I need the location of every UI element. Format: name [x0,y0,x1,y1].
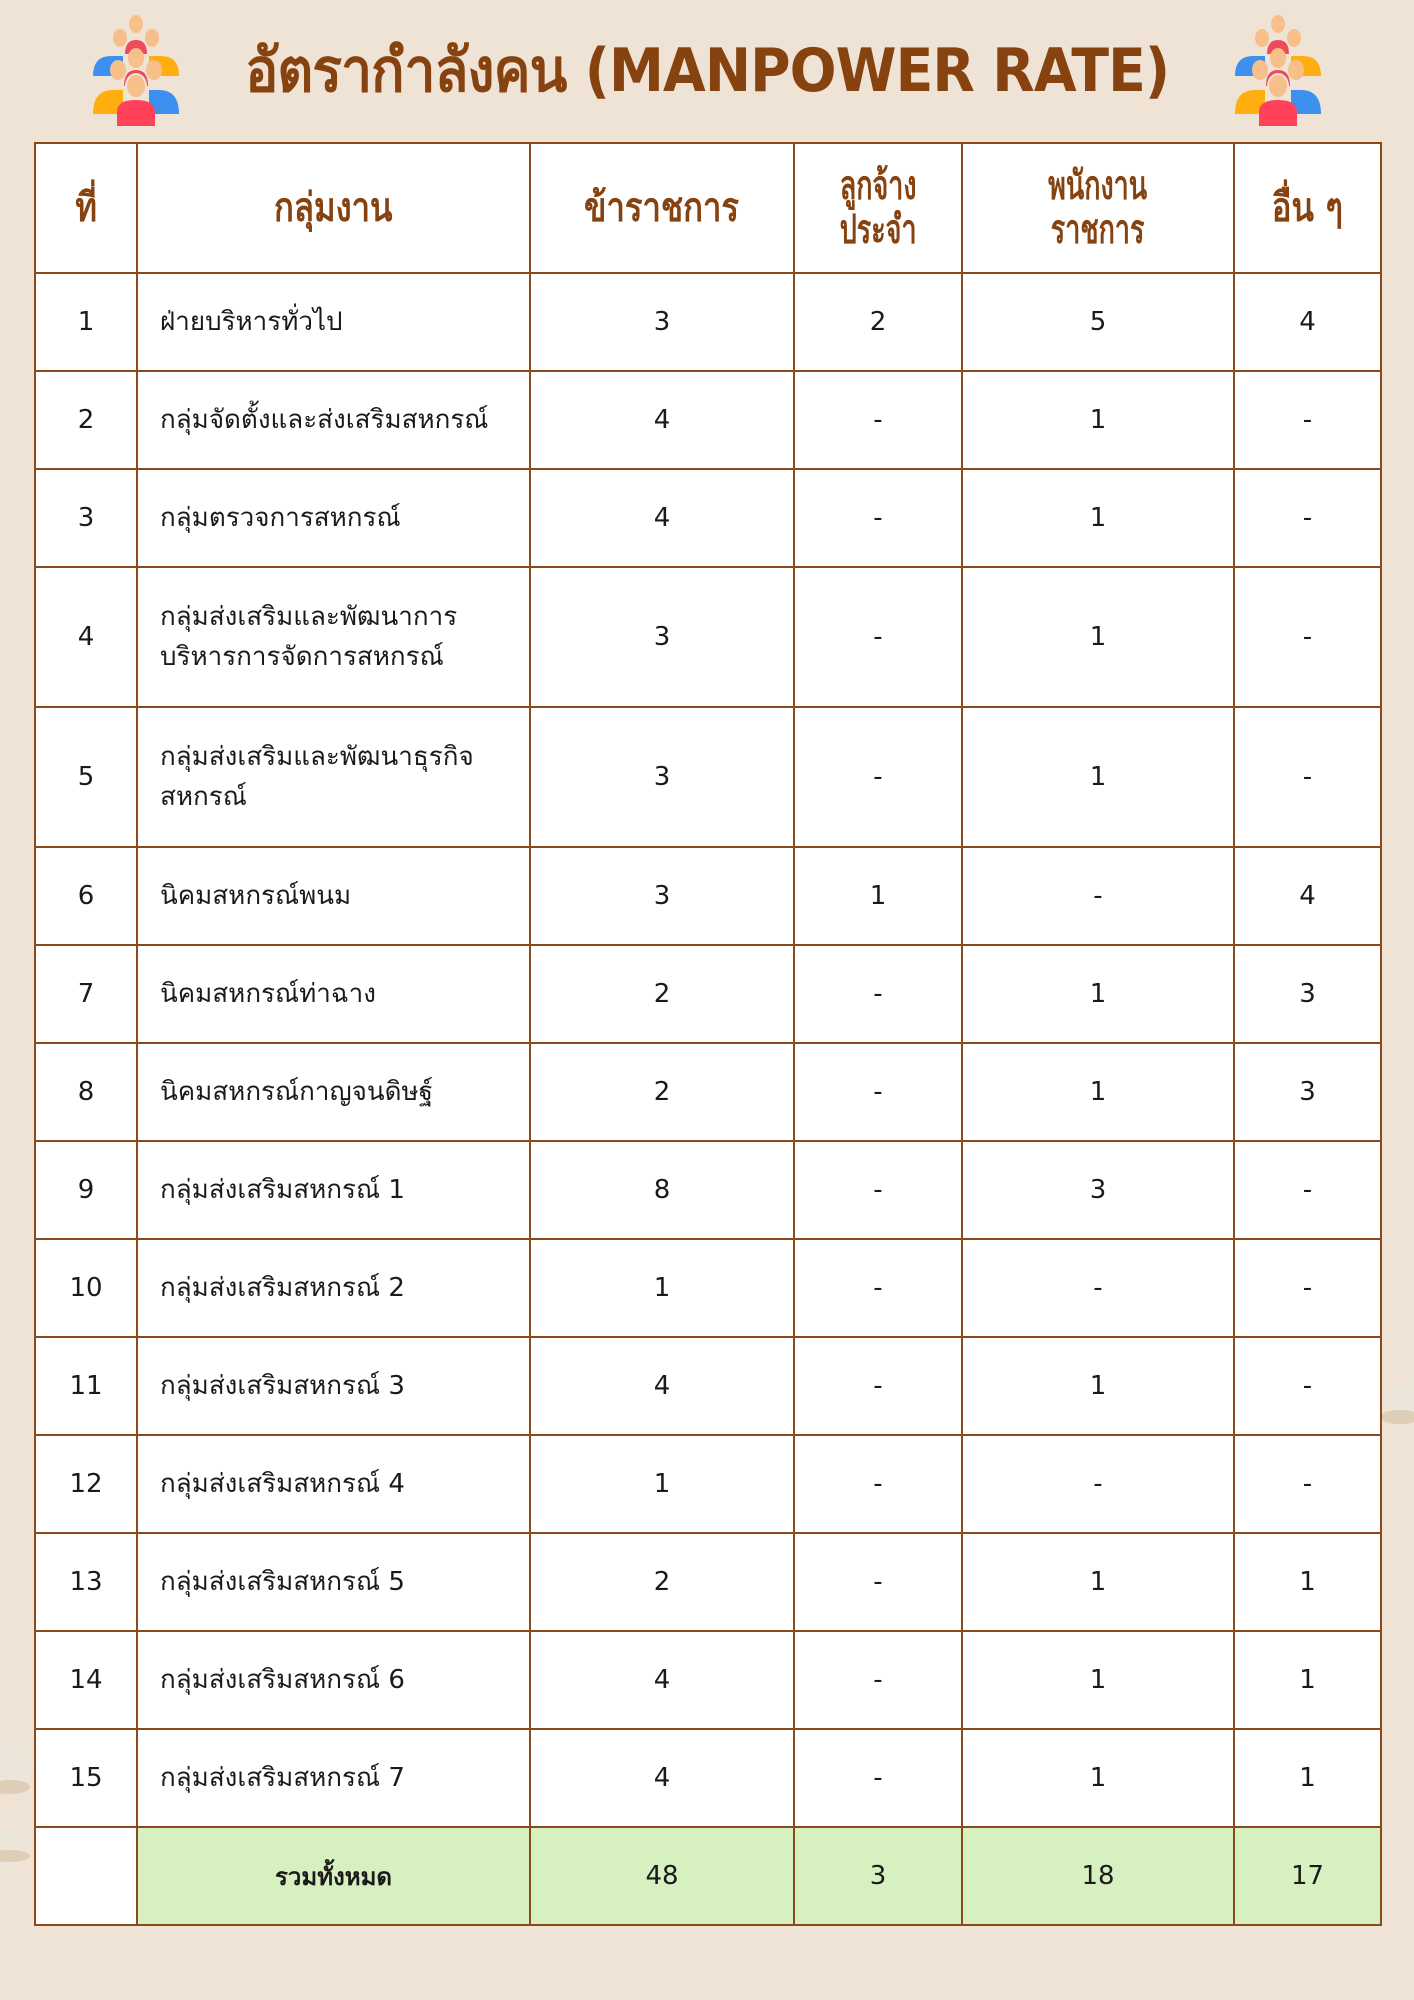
cell-no: 2 [35,371,137,469]
people-group-icon [91,14,181,126]
column-header-group: กลุ่มงาน [137,143,530,273]
cell-no: 4 [35,567,137,707]
decorative-cloud-shadow [0,1850,30,1862]
table-row [35,1631,1381,1729]
cell-no-empty [35,1827,137,1925]
cell-permanent-employee: - [794,1043,962,1141]
cell-group: กลุ่มตรวจการสหกรณ์ [137,469,530,567]
cell-civil-servant: 4 [530,1631,794,1729]
decorative-cloud-shadow [1380,1410,1414,1424]
cell-no: 3 [35,469,137,567]
cell-group: กลุ่มส่งเสริมสหกรณ์ 7 [137,1729,530,1827]
cell-government-employee: 1 [962,707,1234,847]
table-header-row [35,143,1381,273]
cell-permanent-employee: - [794,371,962,469]
table-row [35,1533,1381,1631]
table-row [35,1729,1381,1827]
cell-group: กลุ่มส่งเสริมสหกรณ์ 5 [137,1533,530,1631]
cell-government-employee: - [962,1239,1234,1337]
table-row [35,371,1381,469]
column-header-other: อื่น ๆ [1234,143,1381,273]
cell-government-employee: 3 [962,1141,1234,1239]
cell-government-employee: 1 [962,1729,1234,1827]
table-row [35,1337,1381,1435]
cell-no: 6 [35,847,137,945]
cell-group: กลุ่มส่งเสริมสหกรณ์ 4 [137,1435,530,1533]
cell-government-employee: 1 [962,1533,1234,1631]
cell-no: 5 [35,707,137,847]
cell-other: 1 [1234,1729,1381,1827]
cell-civil-servant: 3 [530,273,794,371]
cell-group: นิคมสหกรณ์ท่าฉาง [137,945,530,1043]
cell-group: ฝ่ายบริหารทั่วไป [137,273,530,371]
cell-other: - [1234,1239,1381,1337]
cell-permanent-employee: - [794,567,962,707]
cell-permanent-employee: - [794,1239,962,1337]
cell-government-employee: 1 [962,945,1234,1043]
cell-permanent-employee: - [794,945,962,1043]
cell-permanent-employee: - [794,1337,962,1435]
cell-no: 7 [35,945,137,1043]
cell-no: 12 [35,1435,137,1533]
total-row [35,1827,1381,1925]
cell-government-employee: 1 [962,469,1234,567]
cell-group: กลุ่มส่งเสริมสหกรณ์ 3 [137,1337,530,1435]
cell-other: 4 [1234,273,1381,371]
cell-civil-servant: 4 [530,1729,794,1827]
cell-government-employee: 1 [962,1337,1234,1435]
manpower-table [34,142,1382,1926]
cell-other: - [1234,371,1381,469]
cell-other: 1 [1234,1533,1381,1631]
people-group-icon [1233,14,1323,126]
table-row [35,847,1381,945]
table-row [35,1239,1381,1337]
cell-permanent-employee: 2 [794,273,962,371]
column-header-civil-servant: ข้าราชการ [530,143,794,273]
cell-permanent-employee: - [794,1141,962,1239]
cell-permanent-employee: - [794,707,962,847]
cell-civil-servant: 4 [530,469,794,567]
decorative-cloud [0,1745,35,1785]
cell-other: - [1234,469,1381,567]
total-permanent-employee: 3 [794,1827,962,1925]
column-header-government-employee: พนักงาน ราชการ [962,143,1234,273]
cell-no: 13 [35,1533,137,1631]
cell-civil-servant: 2 [530,1043,794,1141]
cell-government-employee: 1 [962,1043,1234,1141]
table-row [35,707,1381,847]
cell-other: 4 [1234,847,1381,945]
table-row [35,1141,1381,1239]
cell-civil-servant: 1 [530,1435,794,1533]
cell-government-employee: - [962,847,1234,945]
cell-civil-servant: 3 [530,567,794,707]
cell-civil-servant: 2 [530,945,794,1043]
cell-civil-servant: 3 [530,847,794,945]
cell-no: 15 [35,1729,137,1827]
cell-group: กลุ่มส่งเสริมและพัฒนาธุรกิจ สหกรณ์ [137,707,530,847]
page-header [0,0,1414,140]
table-row [35,1043,1381,1141]
cell-civil-servant: 4 [530,371,794,469]
cell-government-employee: 1 [962,1631,1234,1729]
page-title: อัตรากำลังคน (MANPOWER RATE) [244,35,1170,106]
cell-civil-servant: 1 [530,1239,794,1337]
cell-government-employee: 1 [962,567,1234,707]
cell-no: 9 [35,1141,137,1239]
cell-other: - [1234,1141,1381,1239]
cell-no: 14 [35,1631,137,1729]
total-civil-servant: 48 [530,1827,794,1925]
cell-other: 1 [1234,1631,1381,1729]
cell-other: - [1234,567,1381,707]
cell-group: กลุ่มส่งเสริมสหกรณ์ 1 [137,1141,530,1239]
cell-civil-servant: 8 [530,1141,794,1239]
cell-other: - [1234,1435,1381,1533]
cell-government-employee: 1 [962,371,1234,469]
cell-other: 3 [1234,1043,1381,1141]
total-label: รวมทั้งหมด [137,1827,530,1925]
cell-permanent-employee: - [794,1435,962,1533]
cell-group: นิคมสหกรณ์พนม [137,847,530,945]
cell-group: กลุ่มจัดตั้งและส่งเสริมสหกรณ์ [137,371,530,469]
cell-permanent-employee: - [794,1631,962,1729]
cell-other: 3 [1234,945,1381,1043]
cell-group: กลุ่มส่งเสริมและพัฒนาการ บริหารการจัดการสหกรณ์ [137,567,530,707]
cell-group: กลุ่มส่งเสริมสหกรณ์ 2 [137,1239,530,1337]
cell-other: - [1234,1337,1381,1435]
cell-government-employee: 5 [962,273,1234,371]
total-government-employee: 18 [962,1827,1234,1925]
table-row [35,567,1381,707]
cell-no: 11 [35,1337,137,1435]
cell-no: 1 [35,273,137,371]
cell-permanent-employee: - [794,1729,962,1827]
cell-civil-servant: 2 [530,1533,794,1631]
cell-no: 8 [35,1043,137,1141]
cell-civil-servant: 4 [530,1337,794,1435]
cell-group: กลุ่มส่งเสริมสหกรณ์ 6 [137,1631,530,1729]
column-header-no: ที่ [35,143,137,273]
column-header-permanent-employee: ลูกจ้าง ประจำ [794,143,962,273]
cell-no: 10 [35,1239,137,1337]
cell-group: นิคมสหกรณ์กาญจนดิษฐ์ [137,1043,530,1141]
cell-other: - [1234,707,1381,847]
decorative-cloud-shadow [0,1780,30,1794]
cell-government-employee: - [962,1435,1234,1533]
table-row [35,945,1381,1043]
table-row [35,469,1381,567]
cell-permanent-employee: 1 [794,847,962,945]
total-other: 17 [1234,1827,1381,1925]
table-row [35,273,1381,371]
cell-permanent-employee: - [794,469,962,567]
cell-permanent-employee: - [794,1533,962,1631]
cell-civil-servant: 3 [530,707,794,847]
table-row [35,1435,1381,1533]
